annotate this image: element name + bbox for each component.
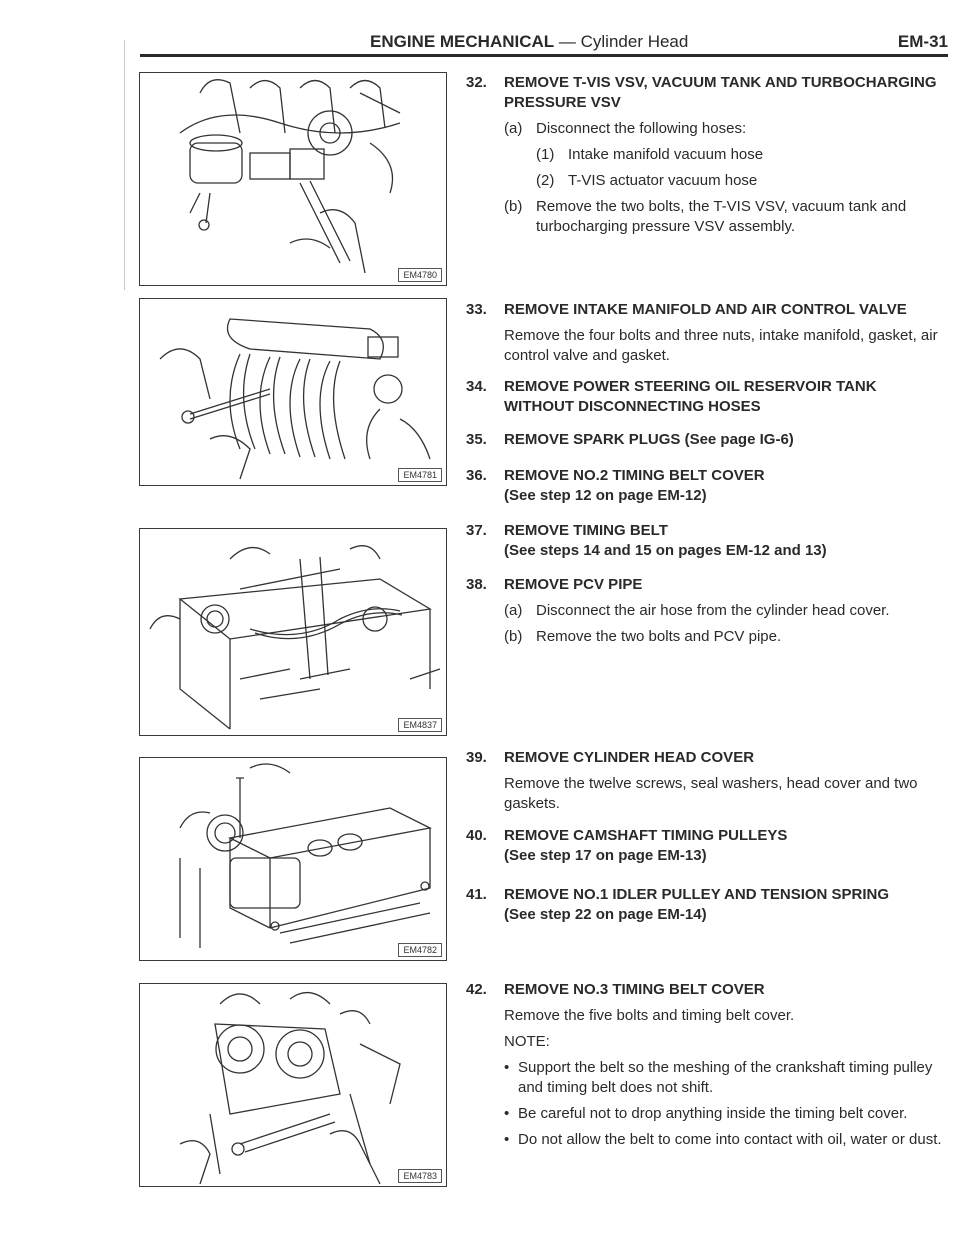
- illustration-intake-manifold: [140, 299, 446, 485]
- step-title: REMOVE SPARK PLUGS (See page IG-6): [504, 431, 794, 448]
- figure-tvis-vsv: [139, 72, 447, 286]
- step-title: REMOVE PCV PIPE: [504, 576, 643, 593]
- step-title: REMOVE CAMSHAFT TIMING PULLEYS: [504, 827, 788, 844]
- step-title: REMOVE NO.3 TIMING BELT COVER: [504, 981, 765, 998]
- step-text: Remove the twelve screws, seal washers, head cover and two gaskets.: [504, 775, 918, 812]
- step-number: 34.: [466, 378, 487, 395]
- step-reference: (See step 12 on page EM-12): [504, 487, 707, 504]
- step-title: REMOVE T-VIS VSV, VACUUM TANK AND TURBOCHARGING PRESSURE VSV: [504, 74, 937, 111]
- step-40: [466, 826, 942, 866]
- step-title: REMOVE NO.2 TIMING BELT COVER: [504, 467, 765, 484]
- step-number: 35.: [466, 431, 487, 448]
- illustration-cylinder-head-cover: [140, 758, 446, 960]
- step-title: REMOVE NO.1 IDLER PULLEY AND TENSION SPRING: [504, 886, 890, 903]
- substep-a2: (2) T-VIS actuator vacuum hose: [536, 172, 758, 189]
- figure-code: EM4781: [398, 468, 442, 482]
- step-title: REMOVE INTAKE MANIFOLD AND AIR CONTROL VALVE: [504, 301, 907, 318]
- substep-a1: (1) Intake manifold vacuum hose: [536, 146, 764, 163]
- substep-a: (a) Disconnect the following hoses:: [504, 120, 747, 137]
- figure-cylinder-head-cover: [139, 757, 447, 961]
- note-bullet: • Do not allow the belt to come into contact with oil, water or dust.: [504, 1131, 942, 1148]
- step-33: [466, 300, 942, 366]
- step-number: 38.: [466, 576, 487, 593]
- figure-timing-belt-cover: [139, 983, 447, 1187]
- step-text: Remove the four bolts and three nuts, intake manifold, gasket, air control valve and gasket.: [504, 327, 938, 364]
- illustration-pcv-pipe: [140, 529, 446, 735]
- note-label: NOTE:: [504, 1033, 550, 1050]
- illustration-tvis-vsv: [140, 73, 446, 285]
- step-title: REMOVE CYLINDER HEAD COVER: [504, 749, 755, 766]
- figure-code: EM4782: [398, 943, 442, 957]
- page-code: EM-31: [897, 32, 948, 51]
- note-bullet: • Be careful not to drop anything inside the timing belt cover.: [504, 1105, 908, 1122]
- header-rule: [140, 54, 948, 57]
- step-36: [466, 466, 942, 506]
- step-number: 40.: [466, 827, 487, 844]
- page-header: [140, 30, 948, 54]
- step-41: [466, 885, 942, 925]
- margin-line: [124, 40, 125, 290]
- substep-b: (b) Remove the two bolts and PCV pipe.: [504, 628, 782, 645]
- step-reference: (See step 17 on page EM-13): [504, 847, 707, 864]
- step-number: 33.: [466, 301, 487, 318]
- step-reference: (See step 22 on page EM-14): [504, 906, 707, 923]
- step-39: [466, 748, 942, 814]
- step-38: [466, 575, 942, 647]
- figure-intake-manifold: [139, 298, 447, 486]
- step-reference: (See steps 14 and 15 on pages EM-12 and 13): [504, 542, 827, 559]
- figure-code: EM4783: [398, 1169, 442, 1183]
- step-35: [466, 430, 942, 450]
- substep-a: (a) Disconnect the air hose from the cylinder head cover.: [504, 602, 890, 619]
- step-title: REMOVE TIMING BELT: [504, 522, 668, 539]
- step-37: [466, 521, 942, 561]
- substep-b: (b) Remove the two bolts, the T-VIS VSV, vacuum tank and turbocharging pressure VSV assembly.: [504, 198, 907, 235]
- figure-code: EM4780: [398, 268, 442, 282]
- header-title: ENGINE MECHANICAL — Cylinder Head: [370, 32, 689, 51]
- step-42: [466, 980, 942, 1150]
- step-number: 32.: [466, 74, 487, 91]
- step-text: Remove the five bolts and timing belt cover.: [504, 1007, 795, 1024]
- figure-pcv-pipe: [139, 528, 447, 736]
- step-number: 41.: [466, 886, 487, 903]
- step-number: 37.: [466, 522, 487, 539]
- figure-code: EM4837: [398, 718, 442, 732]
- step-34: [466, 377, 942, 417]
- step-number: 36.: [466, 467, 487, 484]
- note-bullet: • Support the belt so the meshing of the crankshaft timing pulley and timing belt does not shift.: [504, 1059, 933, 1096]
- step-32: [466, 73, 942, 237]
- illustration-timing-belt-cover: [140, 984, 446, 1186]
- step-number: 39.: [466, 749, 487, 766]
- step-number: 42.: [466, 981, 487, 998]
- step-title: REMOVE POWER STEERING OIL RESERVOIR TANK WITHOUT DISCONNECTING HOSES: [504, 378, 877, 415]
